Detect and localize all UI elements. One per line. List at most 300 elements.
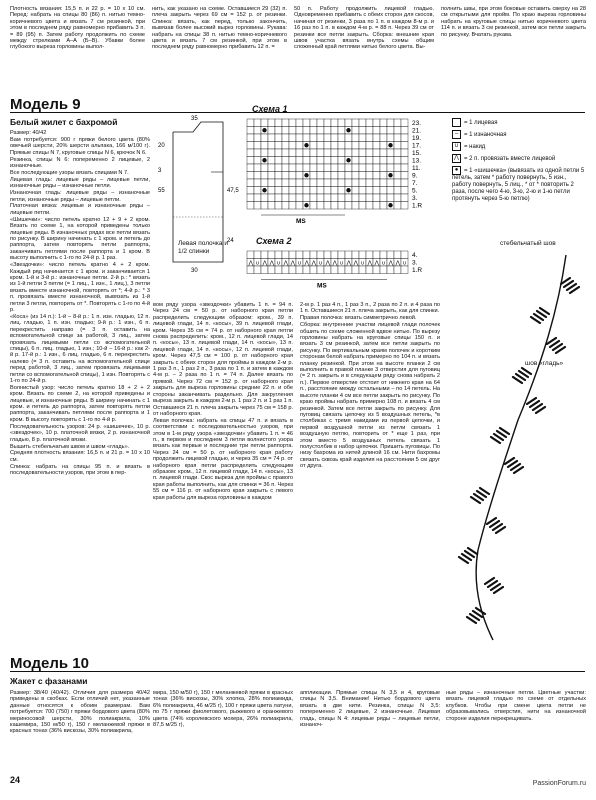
top-text-col1: Плотность вязания: 15,5 п. и 22 р. = 10 х 10 см. Перед: набрать на спицы 80 (86) п. нитью темно-коричневого цвета и вязать 7 см резинкой, при этом в последнем ряду равномерно прибавить 3 п. = 89 (95) п. Затем работу продолжить по схеме между стрелками А–А (Б–В). Убавки более глубокого выреза горловины выпол-: [10, 6, 145, 51]
chart-cell: [366, 127, 373, 135]
legend-bobble-icon: ●: [452, 166, 461, 175]
bobble-mark: [346, 158, 350, 162]
repeat-label: MS: [317, 282, 327, 290]
chart-cell: [380, 142, 387, 150]
chart-cell: [310, 157, 317, 165]
chart-cell: [373, 251, 380, 259]
row-label: 21.: [412, 127, 422, 135]
chart-cell: [282, 127, 289, 135]
chart-cell: [247, 202, 254, 210]
chart-cell: [394, 142, 401, 150]
chart-cell: [282, 251, 289, 259]
chart-cell: [317, 134, 324, 142]
chart-cell: [261, 251, 268, 259]
chart-cell: [366, 251, 373, 259]
row-label: 3.: [412, 259, 418, 267]
chart-cell: [275, 251, 282, 259]
chart-cell: [359, 202, 366, 210]
chart-cell: [310, 187, 317, 195]
chart-cell: [282, 202, 289, 210]
top-text-col4: полнить швы, при этом боковые оставить сверху на 28 см открытыми для пройм. По краю выреза горловины набрать на круговые спицы нитью коричневого цвета 114 п. и вязать 3 см резинкой, затем все петли закрыть по рисунку. Вчатать рукава.: [441, 6, 586, 38]
model10-text-col3: аппликации. Прямые спицы N 3,5 и 4, круговые спицы N 3,5. Внимание! Нитью бордового цвета вязать в две нити. Резинка, спицы N 3,5: попеременно 2 лицевые, 2 изнаночные. Лицевая гладь, спицы N 4: лицевые ряды – лицевые петли, изнаноч-: [300, 690, 440, 729]
chart-cell: [282, 142, 289, 150]
row-label: 19.: [412, 135, 422, 142]
chart-cell: [254, 187, 261, 195]
chart-cell: [254, 142, 261, 150]
chart-cell: [317, 266, 324, 274]
chart-cell: [352, 251, 359, 259]
chart-cell: [310, 142, 317, 150]
chart-cell: [275, 127, 282, 135]
chart-cell: [366, 194, 373, 202]
chart-cell: [352, 134, 359, 142]
chart-cell: [282, 119, 289, 127]
chart-cell: [303, 149, 310, 157]
chart-cell: [373, 266, 380, 274]
chart-cell: [373, 119, 380, 127]
chart-cell: [324, 157, 331, 165]
row-label: 15.: [412, 150, 422, 157]
chart-cell: [296, 251, 303, 259]
chart-cell: [373, 157, 380, 165]
chart-cell: [303, 164, 310, 172]
chart-cell: [247, 179, 254, 187]
chart-cell: [303, 157, 310, 165]
chart-cell: [324, 127, 331, 135]
chart-cell: [247, 149, 254, 157]
chart-cell: [310, 194, 317, 202]
chart-cell: [401, 134, 408, 142]
chart-cell: [247, 251, 254, 259]
chart-cell: [387, 266, 394, 274]
chart-cell: [359, 179, 366, 187]
chart-cell: [268, 149, 275, 157]
chart-cell: [352, 194, 359, 202]
chart-cell: [275, 202, 282, 210]
chart-cell: [296, 187, 303, 195]
chart-cell: [282, 194, 289, 202]
scheme1-grid: [242, 114, 442, 234]
chart-cell: [317, 194, 324, 202]
chart-cell: [352, 266, 359, 274]
chart-cell: [247, 172, 254, 180]
chart-cell: [359, 142, 366, 150]
chart-cell: [359, 266, 366, 274]
chart-cell: [268, 164, 275, 172]
chart-cell: [268, 251, 275, 259]
bobble-mark: [388, 203, 392, 207]
chart-cell: [401, 202, 408, 210]
chart-cell: [352, 157, 359, 165]
chart-cell: [254, 119, 261, 127]
model10-text-col1: Размер: 38/40 (40/42). Отличия для размера 40/42 приведены в скобках. Если отличий нет, указанные данные относятся к обоим размерам. Вам потребуется: 700 (750) г пряжи бордового цвета (80% мериносовой шерсти, 30% полиакрила, 10% кашемира, 150 м/50 г), 150 г меланжевой пряжи в красных тонах (36% вискозы, 30% полиакрила,: [10, 690, 150, 735]
garment-schematic: [153, 112, 241, 292]
chart-cell: [247, 164, 254, 172]
chart-cell: [401, 119, 408, 127]
chart-cell: [401, 187, 408, 195]
chart-cell: [261, 119, 268, 127]
chart-cell: [268, 127, 275, 135]
chart-cell: [254, 164, 261, 172]
repeat-label: MS: [296, 218, 306, 225]
chart-cell: [331, 179, 338, 187]
chart-cell: [282, 134, 289, 142]
chart-cell: [254, 251, 261, 259]
chart-cell: [394, 134, 401, 142]
chart-cell: [352, 149, 359, 157]
chart-cell: [373, 202, 380, 210]
chart-cell: [247, 134, 254, 142]
chart-cell: [261, 149, 268, 157]
chart-cell: [310, 134, 317, 142]
chart-cell: [268, 119, 275, 127]
chart-cell: [296, 134, 303, 142]
chart-cell: [289, 266, 296, 274]
yarnover-mark: ∪: [318, 260, 323, 267]
scheme1-title: Схема 1: [252, 104, 288, 114]
chart-cell: [366, 164, 373, 172]
chart-cell: [373, 172, 380, 180]
chart-cell: [359, 149, 366, 157]
chart-cell: [352, 172, 359, 180]
chart-cell: [282, 266, 289, 274]
yarnover-mark: ⋀: [346, 260, 352, 267]
chart-cell: [331, 202, 338, 210]
chart-cell: [352, 142, 359, 150]
chart-cell: [394, 194, 401, 202]
chart-cell: [331, 127, 338, 135]
chart-cell: [387, 127, 394, 135]
chart-cell: [275, 134, 282, 142]
svg-text:55: 55: [158, 188, 165, 194]
chart-cell: [261, 266, 268, 274]
chart-cell: [254, 194, 261, 202]
chart-cell: [394, 149, 401, 157]
row-label: 9.: [412, 172, 418, 180]
chart-cell: [303, 127, 310, 135]
chart-cell: [401, 149, 408, 157]
chart-cell: [289, 149, 296, 157]
chart-cell: [324, 187, 331, 195]
chart-cell: [394, 179, 401, 187]
chart-cell: [373, 127, 380, 135]
chart-cell: [366, 119, 373, 127]
chart-cell: [387, 179, 394, 187]
chart-cell: [366, 172, 373, 180]
chart-cell: [282, 164, 289, 172]
scheme2-grid: [242, 246, 442, 296]
chart-cell: [380, 149, 387, 157]
chart-cell: [345, 172, 352, 180]
chart-cell: [373, 134, 380, 142]
chart-cell: [366, 142, 373, 150]
chart-cell: [366, 187, 373, 195]
chart-cell: [387, 164, 394, 172]
model9-text-col1: Размер: 40/42 Вам потребуется: 900 г пряжи белого цвета (80% овечьей шерсти, 20% шерсти альпака, 166 м/100 г). Прямые спицы N 7, круговые спицы N 6, крючок N 6. Резинка, спицы N 6: попеременно 2 лицевые, 2 изнаночные. Все последующие узоры вязать спицами N 7. Лицевая гладь: лицевые ряды – лицевые петли, изнаночные ряды – изнаночные петли. Изнаночная гладь: лицевые ряды – изнаночные петли, изнаночные ряды – лицевые петли. Платочная вязка: лицевые и изнаночные ряды – лицевые петли. «Шишечки»: число петель кратно 12 + 9 + 2 кром. Вязать по схеме 1, на которой приведены только лицевые ряды. В изнаночных рядах все петли вязать по рисунку. В ширину начинать с 1 кром. и петель до раппорта, затем повторять петли раппорта, заканчивать петлями после раппорта и 1 кром. В высоту выполнить с 1-го по 24-й р. 1 раз. «Звездочки»: число петель кратно 4 + 2 кром. Каждый ряд начинается с 1 кром. и заканчивается 1 кром. 1-й и 3-й р.: изнаночные петли. 2-й р.: * вязать из 1-й петли 3 петли (= 1 лиц., 1 изн., 1 лиц.), 3 петли вязать вместе изнаночной, повторять от *; 4-й р.: * 3 п. провязать вместе изнаночной, вывязать из 1-й петли 3 петли, повторить от *. Повторять с 1-го по 4-й р. «Коса» (из 14 п.): 1-й – 8-й р.: 1 п. изн. гладью, 12 п. лиц. гладью, 1 п. изн. гладью; 9-й р.: 1 изн., 6 п. перекрестить направо (= 3 п. оставить на вспомогательной спице за работой, 3 лиц., затем провязать лицевыми петли со вспомогательной спицы), 6 п. лиц. гладью, 1 изн.; 10-й – 16-й р.: как 2-й р. 17-й р.: 1 изн., 6 лиц. гладью, 6 п. перекрестить налево (= 3 п. оставить на вспомогательной спице перед работой, 3 лиц., затем провязать лицевыми петли со вспомогательной спицы), 1 изн. Повторять с 1-го по 24-й р. Волнистый узор: число петель кратно 18 + 2 + 2 кром. Вязать по схеме 2, на которой приведены и лицевые, и изнаночные ряды. В ширину начинать с 1 кром. и петель до раппорта, затем повторять петли раппорта, заканчивать петлями после раппорта и 1 кром. В высоту повторять с 1-го по 4-й р. Последовательность узоров: 24 р. «шишечек», 10 р. «звездочек», 10 р. платочной вязки, 2 р. изнаночной гладью, 8 р. платочной вязки. Вышить стебельчатым швом и швом «гладь». Средняя плотность вязания: 16,5 п. и 21 р. = 10 х 10 см. Спинка: набрать на спицы 95 п. и вязать в последовательности узоров, при этом в пер-: [10, 130, 150, 477]
chart-cell: [275, 149, 282, 157]
chart-cell: [387, 251, 394, 259]
chart-cell: [331, 157, 338, 165]
svg-text:3: 3: [158, 168, 162, 174]
chart-cell: [366, 179, 373, 187]
chart-cell: [310, 127, 317, 135]
row-label: 4.: [412, 252, 418, 259]
chart-cell: [401, 164, 408, 172]
top-text-col2: нить, как указано на схеме. Оставшиеся 29 (32) п. плеча закрыть через 69 см = 152 р. от резинки. Спинка: вязать, как перед, только закончить, вывязав более высокий вырез горловины. Рукава: набрать на спицы 38 п. нитью темно-коричневого цвета и вязать 7 см резинкой, при этом в последнем ряду равномерно прибавить 12 п. =: [152, 6, 287, 51]
chart-cell: [331, 164, 338, 172]
chart-cell: [345, 266, 352, 274]
chart-cell: [324, 251, 331, 259]
chart-cell: [338, 142, 345, 150]
chart-cell: [247, 194, 254, 202]
chart-cell: [338, 134, 345, 142]
legend-k2tog-icon: ⋀: [452, 154, 461, 163]
stitch-label-satin: шов «гладь»: [525, 360, 564, 367]
chart-cell: [331, 172, 338, 180]
chart-cell: [394, 119, 401, 127]
embroidery-illustration: [448, 250, 588, 650]
chart-cell: [296, 194, 303, 202]
bobble-mark: [304, 143, 308, 147]
legend-yarnover-icon: ∪: [452, 142, 461, 151]
chart-cell: [345, 194, 352, 202]
chart-cell: [324, 134, 331, 142]
chart-cell: [331, 149, 338, 157]
chart-cell: [380, 134, 387, 142]
chart-cell: [247, 266, 254, 274]
chart-cell: [380, 194, 387, 202]
chart-cell: [345, 142, 352, 150]
row-label: 13.: [412, 157, 422, 165]
yarnover-mark: ⋀: [311, 260, 317, 267]
chart-cell: [317, 127, 324, 135]
schematic-caption: Левая полочка и 1/2 спинки: [178, 240, 228, 255]
bobble-mark: [262, 188, 266, 192]
chart-cell: [352, 164, 359, 172]
chart-cell: [338, 179, 345, 187]
chart-cell: [359, 134, 366, 142]
row-label: 11.: [412, 165, 421, 172]
chart-cell: [380, 202, 387, 210]
chart-cell: [352, 119, 359, 127]
top-text-col3: 50 п. Работу продолжить лицевой гладью. Одновременно прибавить с обеих сторон для скосов, начиная от резинки, 3 раза по 1 п. в каждом 8-м р. и 16 раз по 1 п. в каждом 4-м р. = 88 п. Через 39 см от резинки все петли закрыть. Сборка: внешние края швов участка вязать внутрь схемы общим сложенный край петлями нитью белого цвета. Вы-: [294, 6, 434, 51]
chart-cell: [380, 266, 387, 274]
chart-cell: [331, 266, 338, 274]
chart-cell: [296, 164, 303, 172]
bobble-mark: [262, 158, 266, 162]
chart-cell: [317, 179, 324, 187]
page-number: 24: [10, 775, 21, 785]
chart-cell: [380, 179, 387, 187]
chart-cell: [317, 172, 324, 180]
chart-cell: [317, 251, 324, 259]
chart-cell: [352, 127, 359, 135]
chart-cell: [338, 172, 345, 180]
chart-cell: [296, 179, 303, 187]
chart-cell: [317, 119, 324, 127]
row-label: 5.: [412, 187, 418, 195]
chart-cell: [310, 149, 317, 157]
chart-cell: [275, 164, 282, 172]
chart-cell: [254, 266, 261, 274]
yarnover-mark: ⋀: [262, 260, 268, 267]
svg-text:30: 30: [191, 268, 198, 274]
chart-cell: [303, 119, 310, 127]
model10-title: Жакет с фазанами: [10, 676, 88, 686]
chart-cell: [289, 194, 296, 202]
row-label: 1.R: [412, 267, 423, 274]
yarnover-mark: ∪: [381, 260, 386, 267]
chart-cell: [310, 172, 317, 180]
chart-cell: [387, 134, 394, 142]
chart-cell: [394, 202, 401, 210]
chart-cell: [275, 119, 282, 127]
yarnover-mark: ⋀: [374, 260, 380, 267]
chart-cell: [324, 172, 331, 180]
chart-cell: [303, 134, 310, 142]
bobble-mark: [304, 203, 308, 207]
chart-cell: [380, 157, 387, 165]
chart-cell: [296, 127, 303, 135]
chart-cell: [324, 142, 331, 150]
chart-cell: [303, 251, 310, 259]
chart-cell: [289, 119, 296, 127]
chart-cell: [338, 164, 345, 172]
row-label: 23.: [412, 120, 422, 127]
chart-cell: [352, 187, 359, 195]
chart-cell: [387, 149, 394, 157]
chart-cell: [275, 194, 282, 202]
chart-cell: [394, 266, 401, 274]
chart-cell: [310, 251, 317, 259]
chart-cell: [380, 164, 387, 172]
chart-cell: [310, 164, 317, 172]
chart-cell: [282, 179, 289, 187]
chart-cell: [401, 266, 408, 274]
chart-cell: [345, 134, 352, 142]
chart-cell: [373, 194, 380, 202]
model9-text-col2: вом ряду узора «звездочки» убавить 1 п. = 94 п. Через 24 см = 50 р. от наборного края петли распределить следующим образом: кром., 39 п. лицевой глади, 14 п. «косы», 39 п. лицевой глади, кром. Через 35 см = 74 р. от наборного края петли снова распределить: кром., 12 п. лицевой глади, 14 п. «косы», 13 п. лицевой глади, 14 п. «косы», 13 п. лицевой глади, 14 п. «косы», 12 п. лицевой глади, кром. Через 47,5 см = 100 р. от наборного края закрыть с обеих сторон для проймы в каждом 2-м р. 1 раз 3 п., 1 раз 2 п., 3 раза по 1 п. и затем в каждом 4-м р. – 2 раза по 1 п. = 74 п. Далее вязать по прямой. Через 72 см = 152 р. от наборного края закрыть для выреза горловины средние 22 п. и обе стороны заканчивать раздельно. Для закругления выреза закрыть в каждом 2-м р. 1 раз 2 п. и 1 раз 1 п. Оставшиеся 21 п. плеча закрыть через 75 см = 158 р. от наборного края. Левая полочка: набрать на спицы 47 п. и вязать в соответствии с последовательностью узоров, при этом в 1-м ряду узора «звездочки» убавить 1 п. = 46 п., в первом и последнем 3 петли волнистого узора вязать как первые и последние три петли раппорта. Через 24 см = 50 р. от наборного края работу продолжить лицевой гладью, и через 35 см = 74 р. от наборного края петли распределить следующим образом: кром., 12 п. лицевой глади, 14 п. «косы», 13 п. лицевой глади. Скос выреза для проймы с правого края работы выполнить, как для спинки = 36 п. Через 55 см = 116 р. от наборного края закрыть с левого края работы для выреза горловины в каждом: [153, 302, 293, 501]
chart-cell: [296, 172, 303, 180]
site-footer: PassionForum.ru: [532, 780, 586, 787]
chart-cell: [324, 179, 331, 187]
yarnover-mark: ∪: [402, 260, 407, 267]
chart-cell: [401, 172, 408, 180]
chart-cell: [401, 157, 408, 165]
chart-cell: [324, 194, 331, 202]
chart-cell: [359, 119, 366, 127]
chart-cell: [310, 179, 317, 187]
chart-cell: [296, 149, 303, 157]
row-label: 7.: [412, 180, 418, 187]
chart-cell: [247, 157, 254, 165]
bobble-mark: [388, 173, 392, 177]
chart-cell: [254, 149, 261, 157]
yarnover-mark: ⋀: [325, 260, 331, 267]
chart-cell: [282, 157, 289, 165]
chart-cell: [268, 187, 275, 195]
chart-cell: [268, 194, 275, 202]
chart-cell: [289, 251, 296, 259]
row-label: 1.R: [412, 202, 423, 210]
legend-purl-icon: –: [452, 130, 461, 139]
chart-cell: [373, 164, 380, 172]
chart-cell: [373, 142, 380, 150]
chart-cell: [303, 194, 310, 202]
bobble-mark: [346, 128, 350, 132]
chart-cell: [289, 179, 296, 187]
stitch-label-stem: стебельчатый шов: [500, 240, 556, 247]
chart-cell: [317, 142, 324, 150]
chart-cell: [261, 194, 268, 202]
chart-cell: [289, 202, 296, 210]
yarnover-mark: ∪: [339, 260, 344, 267]
chart-cell: [394, 172, 401, 180]
model9-title: Белый жилет с бахромой: [10, 117, 118, 127]
chart-cell: [268, 202, 275, 210]
chart-cell: [380, 187, 387, 195]
chart-cell: [359, 157, 366, 165]
chart-cell: [261, 172, 268, 180]
bobble-mark: [304, 173, 308, 177]
chart-cell: [289, 127, 296, 135]
chart-cell: [296, 266, 303, 274]
chart-cell: [373, 187, 380, 195]
chart-cell: [401, 142, 408, 150]
chart-cell: [261, 164, 268, 172]
chart-cell: [310, 266, 317, 274]
chart-cell: [359, 127, 366, 135]
chart-cell: [317, 202, 324, 210]
scheme2-title: Схема 2: [256, 236, 292, 246]
yarnover-mark: ⋀: [248, 260, 254, 267]
chart-cell: [296, 119, 303, 127]
chart-cell: [331, 134, 338, 142]
chart-cell: [254, 127, 261, 135]
chart-cell: [338, 251, 345, 259]
chart-cell: [275, 142, 282, 150]
chart-cell: [331, 194, 338, 202]
chart-cell: [394, 164, 401, 172]
chart-cell: [275, 179, 282, 187]
chart-cell: [401, 179, 408, 187]
bobble-mark: [388, 143, 392, 147]
yarnover-mark: ⋀: [283, 260, 289, 267]
yarnover-mark: ⋀: [353, 260, 359, 267]
chart-cell: [324, 149, 331, 157]
chart-cell: [310, 119, 317, 127]
model10-text-col4: ные ряды – изнаночные петли. Цветные участки: вязать лицевой гладью по схеме от отдельных клубков. Чтобы при смене цвета петли не образовывались отверстия, нити на изнаночной стороне изделия перекрещивать.: [446, 690, 586, 722]
chart-cell: [289, 172, 296, 180]
chart-cell: [268, 157, 275, 165]
chart-cell: [366, 149, 373, 157]
chart-cell: [247, 142, 254, 150]
chart-cell: [303, 179, 310, 187]
chart-cell: [394, 187, 401, 195]
chart-cell: [359, 187, 366, 195]
chart-cell: [352, 179, 359, 187]
chart-cell: [359, 194, 366, 202]
chart-cell: [331, 187, 338, 195]
svg-text:24: 24: [227, 238, 234, 244]
chart-cell: [373, 149, 380, 157]
chart-cell: [338, 187, 345, 195]
chart-cell: [254, 134, 261, 142]
chart-cell: [324, 202, 331, 210]
chart-cell: [338, 266, 345, 274]
schematic-dim: 35: [191, 116, 198, 122]
chart-cell: [331, 251, 338, 259]
